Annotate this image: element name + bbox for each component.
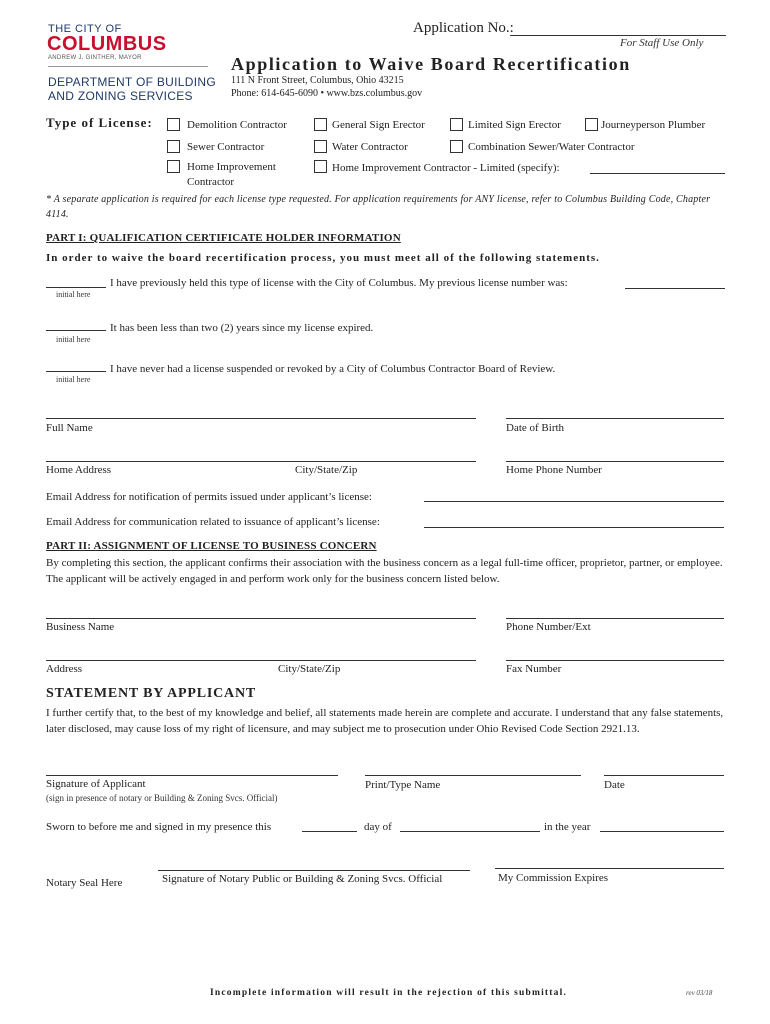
sworn-year-field[interactable] xyxy=(600,831,724,832)
license-type-label: Type of License: xyxy=(46,115,153,130)
email-comm-field[interactable] xyxy=(424,527,724,528)
dob-label: Date of Birth xyxy=(506,422,565,434)
sworn-label: Sworn to before me and signed in my presence this xyxy=(46,821,272,833)
statement-2: It has been less than two (2) years since my license expired. xyxy=(110,322,374,334)
business-phone-field[interactable] xyxy=(506,618,724,619)
business-name-label: Business Name xyxy=(46,621,115,633)
checkbox-demolition[interactable] xyxy=(167,118,180,131)
statement-heading: STATEMENT BY APPLICANT xyxy=(46,686,257,701)
statement-1: I have previously held this type of license with the City of Columbus. My previous license number was: xyxy=(110,277,568,289)
statement-text: I further certify that, to the best of my knowledge and belief, all statements made herein are complete and accurate. I understand that any false statements, later disclosed, may cause loss of my right of licensure, and may subject me to prosecution under Ohio Revised Code Section 2921.13. xyxy=(46,707,724,735)
initial-here-2: initial here xyxy=(56,335,91,344)
checkbox-water[interactable] xyxy=(314,140,327,153)
checkbox-sewer[interactable] xyxy=(167,140,180,153)
initial-field-3[interactable] xyxy=(46,371,106,372)
checkbox-combination-sewer-water[interactable] xyxy=(450,140,463,153)
office-phone: Phone: 614-645-6090 • www.bzs.columbus.gov xyxy=(231,88,423,99)
application-number-field[interactable] xyxy=(510,35,726,36)
option-journeyperson-plumber: Journeyperson Plumber xyxy=(601,119,706,131)
option-general-sign: General Sign Erector xyxy=(332,119,425,131)
commission-expires-label: My Commission Expires xyxy=(498,872,609,884)
option-home-improvement-line2: Contractor xyxy=(187,176,235,188)
logo-dept-line2: AND ZONING SERVICES xyxy=(48,89,193,103)
logo-divider xyxy=(48,66,208,67)
option-limited-sign: Limited Sign Erector xyxy=(468,119,561,131)
logo-the-city-of: THE CITY OF xyxy=(48,23,122,35)
notary-seal-label: Notary Seal Here xyxy=(46,877,123,889)
checkbox-general-sign[interactable] xyxy=(314,118,327,131)
date-label: Date xyxy=(604,779,625,791)
full-name-label: Full Name xyxy=(46,422,93,434)
checkbox-home-improvement-limited[interactable] xyxy=(314,160,327,173)
checkbox-home-improvement[interactable] xyxy=(167,160,180,173)
email-permits-field[interactable] xyxy=(424,501,724,502)
office-address: 111 N Front Street, Columbus, Ohio 43215 xyxy=(231,75,404,86)
part1-instruction: In order to waive the board recertification process, you must meet all of the following statements. xyxy=(46,252,600,264)
sworn-day-field[interactable] xyxy=(302,831,357,832)
fax-label: Fax Number xyxy=(506,663,562,675)
notary-signature-field[interactable] xyxy=(158,870,470,871)
print-name-field[interactable] xyxy=(365,775,581,776)
initial-here-1: initial here xyxy=(56,290,91,299)
home-city-state-zip-label: City/State/Zip xyxy=(295,464,358,476)
option-home-improvement: Home Improvement xyxy=(187,161,276,173)
fax-field[interactable] xyxy=(506,660,724,661)
logo-mayor: ANDREW J. GINTHER, MAYOR xyxy=(48,55,142,61)
in-the-year-label: in the year xyxy=(544,821,591,833)
checkbox-journeyperson-plumber[interactable] xyxy=(585,118,598,131)
business-address-label: Address xyxy=(46,663,83,675)
business-address-field[interactable] xyxy=(46,660,476,661)
part2-heading: PART II: ASSIGNMENT OF LICENSE TO BUSINESS CONCERN xyxy=(46,540,377,552)
email-comm-label: Email Address for communication related to issuance of applicant’s license: xyxy=(46,516,380,528)
email-permits-label: Email Address for notification of permits issued under applicant’s license: xyxy=(46,491,372,503)
option-water: Water Contractor xyxy=(332,141,408,153)
logo-dept-line1: DEPARTMENT OF BUILDING xyxy=(48,75,216,89)
print-name-label: Print/Type Name xyxy=(365,779,441,791)
part2-text: By completing this section, the applicant confirms their association with the business concern as a legal full-time officer, proprietor, partner, or employee. The applicant will be actively engaged in and perform work only for the business concern listed below. xyxy=(46,557,723,585)
footer-warning: Incomplete information will result in the rejection of this submittal. xyxy=(210,988,568,998)
home-phone-field[interactable] xyxy=(506,461,724,462)
option-demolition: Demolition Contractor xyxy=(187,119,287,131)
day-of-label: day of xyxy=(364,821,392,833)
dob-field[interactable] xyxy=(506,418,724,419)
signature-label: Signature of Applicant xyxy=(46,778,146,790)
home-address-field[interactable] xyxy=(46,461,476,462)
date-field[interactable] xyxy=(604,775,724,776)
previous-license-number-field[interactable] xyxy=(625,288,725,289)
home-address-label: Home Address xyxy=(46,464,112,476)
revision-note: rev 03/18 xyxy=(686,989,713,997)
checkbox-limited-sign[interactable] xyxy=(450,118,463,131)
sworn-month-field[interactable] xyxy=(400,831,540,832)
applicant-signature-field[interactable] xyxy=(46,775,338,776)
full-name-field[interactable] xyxy=(46,418,476,419)
commission-expires-field[interactable] xyxy=(495,868,724,869)
home-phone-label: Home Phone Number xyxy=(506,464,602,476)
staff-use-note: For Staff Use Only xyxy=(620,37,704,49)
signature-note: (sign in presence of notary or Building & Zoning Svcs. Official) xyxy=(46,793,278,803)
initial-field-2[interactable] xyxy=(46,330,106,331)
city-logo xyxy=(46,22,216,106)
business-city-state-zip-label: City/State/Zip xyxy=(278,663,341,675)
page-title: Application to Waive Board Recertification xyxy=(231,54,631,74)
business-name-field[interactable] xyxy=(46,618,476,619)
license-note: * A separate application is required for each license type requested. For application requirements for ANY license, refer to Columbus Building Code, Chapter 4114. xyxy=(46,194,711,220)
business-phone-label: Phone Number/Ext xyxy=(506,621,591,633)
home-improvement-limited-specify-field[interactable] xyxy=(590,173,725,174)
logo-columbus: COLUMBUS xyxy=(47,33,167,55)
notary-signature-label: Signature of Notary Public or Building & Zoning Svcs. Official xyxy=(162,873,443,885)
part1-heading: PART I: QUALIFICATION CERTIFICATE HOLDER INFORMATION xyxy=(46,232,401,244)
initial-field-1[interactable] xyxy=(46,287,106,288)
option-combination-sewer-water: Combination Sewer/Water Contractor xyxy=(468,141,635,153)
option-home-improvement-limited: Home Improvement Contractor - Limited (specify): xyxy=(332,162,560,174)
option-sewer: Sewer Contractor xyxy=(187,141,265,153)
statement-3: I have never had a license suspended or revoked by a City of Columbus Contractor Board of Review. xyxy=(110,363,556,375)
initial-here-3: initial here xyxy=(56,375,91,384)
application-number-label: Application No.: xyxy=(413,20,514,36)
